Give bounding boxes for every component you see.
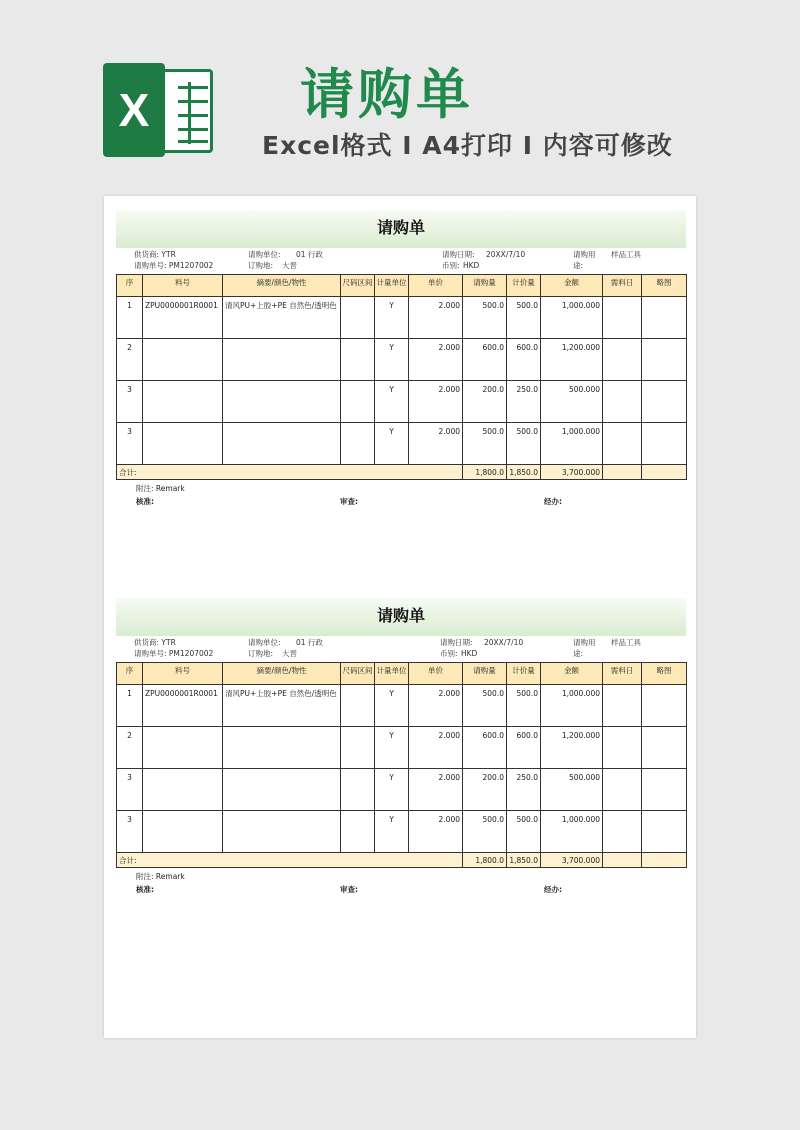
cell-desc[interactable]: 清风PU+上胶+PE 自然色/透明色: [223, 685, 341, 727]
excel-logo-letter: X: [103, 63, 165, 157]
cell-seq[interactable]: 1: [117, 297, 143, 339]
cell-unit[interactable]: Y: [375, 769, 409, 811]
cell-pqty[interactable]: 500.0: [507, 685, 541, 727]
cell-size[interactable]: [341, 685, 375, 727]
total-empty: [603, 853, 642, 868]
excel-logo-icon: [103, 63, 215, 157]
table-row: [117, 685, 687, 727]
cell-unit[interactable]: Y: [375, 297, 409, 339]
purpose-label-2: 途:: [573, 261, 584, 270]
review-label: 审查:: [340, 497, 358, 506]
col-header: 料号: [143, 663, 223, 685]
cell-price[interactable]: 2.000: [409, 381, 463, 423]
cell-part[interactable]: [143, 727, 223, 769]
cell-date[interactable]: [603, 811, 642, 853]
cell-img[interactable]: [642, 297, 687, 339]
cell-pqty[interactable]: 250.0: [507, 381, 541, 423]
cell-date[interactable]: [603, 339, 642, 381]
cell-desc[interactable]: [223, 423, 341, 465]
cell-part[interactable]: [143, 339, 223, 381]
cell-date[interactable]: [603, 685, 642, 727]
cell-unit[interactable]: Y: [375, 811, 409, 853]
table-row: [117, 297, 687, 339]
cell-amount[interactable]: 1,000.000: [541, 685, 603, 727]
date-value: 20XX/7/10: [484, 638, 524, 647]
table-row: [117, 811, 687, 853]
cell-qty[interactable]: 500.0: [463, 423, 507, 465]
date-label: 请购日期:: [440, 638, 473, 647]
cell-price[interactable]: 2.000: [409, 685, 463, 727]
total-empty: [642, 465, 687, 480]
cell-amount[interactable]: 1,000.000: [541, 297, 603, 339]
table-header-row: [117, 663, 687, 685]
cell-qty[interactable]: 200.0: [463, 769, 507, 811]
approve-label: 核准:: [136, 497, 154, 506]
cell-qty[interactable]: 500.0: [463, 297, 507, 339]
ship-to-value: 大晋: [282, 261, 297, 270]
col-header: 需料日: [603, 663, 642, 685]
cell-img[interactable]: [642, 339, 687, 381]
cell-amount[interactable]: 1,200.000: [541, 339, 603, 381]
cell-desc[interactable]: [223, 811, 341, 853]
cell-seq[interactable]: 2: [117, 727, 143, 769]
currency-value: HKD: [461, 649, 478, 658]
cell-amount[interactable]: 500.000: [541, 381, 603, 423]
cell-seq[interactable]: 3: [117, 769, 143, 811]
table-row: [117, 769, 687, 811]
cell-desc[interactable]: 清风PU+上胶+PE 自然色/透明色: [223, 297, 341, 339]
review-label: 审查:: [340, 885, 358, 894]
page-header: [0, 0, 800, 190]
cell-date[interactable]: [603, 381, 642, 423]
col-header: 金额: [541, 275, 603, 297]
cell-pqty[interactable]: 500.0: [507, 297, 541, 339]
cell-qty[interactable]: 500.0: [463, 811, 507, 853]
total-qty[interactable]: 1,800.0: [463, 853, 507, 868]
purpose-label: 请购用: [573, 250, 596, 259]
dept-label: 请购单位:: [248, 250, 281, 259]
cell-unit[interactable]: Y: [375, 685, 409, 727]
form-title: 请购单: [116, 210, 686, 248]
col-header: 请购量: [463, 663, 507, 685]
col-header: 略图: [642, 663, 687, 685]
form-info: [116, 248, 686, 274]
cell-amount[interactable]: 1,200.000: [541, 727, 603, 769]
handler-label: 经办:: [544, 885, 562, 894]
cell-qty[interactable]: 600.0: [463, 727, 507, 769]
date-label: 请购日期:: [442, 250, 475, 259]
cell-price[interactable]: 2.000: [409, 727, 463, 769]
cell-part[interactable]: [143, 811, 223, 853]
cell-pqty[interactable]: 250.0: [507, 769, 541, 811]
cell-seq[interactable]: 3: [117, 811, 143, 853]
col-header: 料号: [143, 275, 223, 297]
order-no-label: 请购单号: PM1207002: [134, 261, 214, 270]
cell-price[interactable]: 2.000: [409, 339, 463, 381]
table-row: [117, 423, 687, 465]
cell-img[interactable]: [642, 727, 687, 769]
col-header: 尺码区间: [341, 275, 375, 297]
cell-price[interactable]: 2.000: [409, 811, 463, 853]
total-amount[interactable]: 3,700.000: [541, 465, 603, 480]
cell-amount[interactable]: 500.000: [541, 769, 603, 811]
cell-unit[interactable]: Y: [375, 381, 409, 423]
cell-unit[interactable]: Y: [375, 727, 409, 769]
ship-to-value: 大晋: [282, 649, 297, 658]
cell-seq[interactable]: 1: [117, 685, 143, 727]
table-row: [117, 339, 687, 381]
cell-date[interactable]: [603, 423, 642, 465]
supplier-label: 供货商: YTR: [134, 638, 176, 647]
total-label: 合计:: [117, 853, 463, 868]
cell-amount[interactable]: 1,000.000: [541, 811, 603, 853]
currency-label: 币别:: [442, 261, 460, 270]
total-row: [117, 465, 687, 480]
total-amount[interactable]: 3,700.000: [541, 853, 603, 868]
col-header: 单价: [409, 663, 463, 685]
cell-desc[interactable]: [223, 727, 341, 769]
purpose-label-2: 途:: [573, 649, 584, 658]
supplier-label: 供货商: YTR: [134, 250, 176, 259]
dept-label: 请购单位:: [248, 638, 281, 647]
cell-size[interactable]: [341, 423, 375, 465]
cell-img[interactable]: [642, 381, 687, 423]
col-header: 略图: [642, 275, 687, 297]
col-header: 摘要/颜色/物性: [223, 663, 341, 685]
purchase-request-form-2: [116, 598, 686, 898]
cell-qty[interactable]: 200.0: [463, 381, 507, 423]
cell-size[interactable]: [341, 297, 375, 339]
cell-size[interactable]: [341, 381, 375, 423]
purchase-request-form-1: [116, 210, 686, 510]
page-subtitle: Excel格式 Ⅰ A4打印 Ⅰ 内容可修改: [262, 131, 673, 160]
cell-desc[interactable]: [223, 769, 341, 811]
cell-size[interactable]: [341, 727, 375, 769]
form-notes: [116, 480, 686, 510]
cell-qty[interactable]: 600.0: [463, 339, 507, 381]
col-header: 请购量: [463, 275, 507, 297]
table-row: [117, 727, 687, 769]
cell-unit[interactable]: Y: [375, 423, 409, 465]
cell-part[interactable]: [143, 769, 223, 811]
cell-part[interactable]: [143, 423, 223, 465]
date-value: 20XX/7/10: [486, 250, 526, 259]
cell-qty[interactable]: 500.0: [463, 685, 507, 727]
cell-amount[interactable]: 1,000.000: [541, 423, 603, 465]
total-empty: [603, 465, 642, 480]
cell-img[interactable]: [642, 685, 687, 727]
ship-to-label: 订购地:: [248, 649, 274, 658]
cell-part[interactable]: [143, 381, 223, 423]
purpose-value: 样品工具: [611, 638, 641, 647]
items-table: [116, 274, 687, 480]
cell-size[interactable]: [341, 339, 375, 381]
cell-size[interactable]: [341, 769, 375, 811]
col-header: 计价量: [507, 663, 541, 685]
form-info: [116, 636, 686, 662]
cell-img[interactable]: [642, 811, 687, 853]
table-row: [117, 381, 687, 423]
cell-date[interactable]: [603, 297, 642, 339]
dept-value: 01 行政: [296, 250, 323, 259]
total-pqty[interactable]: 1,850.0: [507, 853, 541, 868]
cell-pqty[interactable]: 600.0: [507, 339, 541, 381]
cell-pqty[interactable]: 600.0: [507, 727, 541, 769]
col-header: 序: [117, 275, 143, 297]
table-header-row: [117, 275, 687, 297]
items-table: [116, 662, 687, 868]
dept-value: 01 行政: [296, 638, 323, 647]
ship-to-label: 订购地:: [248, 261, 274, 270]
cell-img[interactable]: [642, 423, 687, 465]
cell-price[interactable]: 2.000: [409, 769, 463, 811]
form-title: 请购单: [116, 598, 686, 636]
total-qty[interactable]: 1,800.0: [463, 465, 507, 480]
cell-price[interactable]: 2.000: [409, 423, 463, 465]
remark-label: 附注: Remark: [136, 484, 185, 493]
col-header: 计量单位: [375, 275, 409, 297]
cell-desc[interactable]: [223, 381, 341, 423]
page-title: 请购单: [300, 63, 474, 126]
total-pqty[interactable]: 1,850.0: [507, 465, 541, 480]
col-header: 计价量: [507, 275, 541, 297]
order-no-label: 请购单号: PM1207002: [134, 649, 214, 658]
col-header: 单价: [409, 275, 463, 297]
cell-part[interactable]: ZPU0000001R0001: [143, 685, 223, 727]
col-header: 需料日: [603, 275, 642, 297]
purpose-value: 样品工具: [611, 250, 641, 259]
cell-seq[interactable]: 3: [117, 381, 143, 423]
col-header: 尺码区间: [341, 663, 375, 685]
cell-date[interactable]: [603, 727, 642, 769]
cell-desc[interactable]: [223, 339, 341, 381]
cell-pqty[interactable]: 500.0: [507, 423, 541, 465]
remark-label: 附注: Remark: [136, 872, 185, 881]
cell-seq[interactable]: 2: [117, 339, 143, 381]
cell-seq[interactable]: 3: [117, 423, 143, 465]
currency-label: 币别:: [440, 649, 458, 658]
paper-sheet: [104, 196, 696, 1038]
purpose-label: 请购用: [573, 638, 596, 647]
currency-value: HKD: [463, 261, 480, 270]
handler-label: 经办:: [544, 497, 562, 506]
cell-part[interactable]: ZPU0000001R0001: [143, 297, 223, 339]
cell-price[interactable]: 2.000: [409, 297, 463, 339]
col-header: 计量单位: [375, 663, 409, 685]
cell-date[interactable]: [603, 769, 642, 811]
total-label: 合计:: [117, 465, 463, 480]
total-empty: [642, 853, 687, 868]
cell-pqty[interactable]: 500.0: [507, 811, 541, 853]
cell-size[interactable]: [341, 811, 375, 853]
col-header: 金额: [541, 663, 603, 685]
cell-img[interactable]: [642, 769, 687, 811]
col-header: 摘要/颜色/物性: [223, 275, 341, 297]
approve-label: 核准:: [136, 885, 154, 894]
total-row: [117, 853, 687, 868]
form-notes: [116, 868, 686, 898]
col-header: 序: [117, 663, 143, 685]
cell-unit[interactable]: Y: [375, 339, 409, 381]
